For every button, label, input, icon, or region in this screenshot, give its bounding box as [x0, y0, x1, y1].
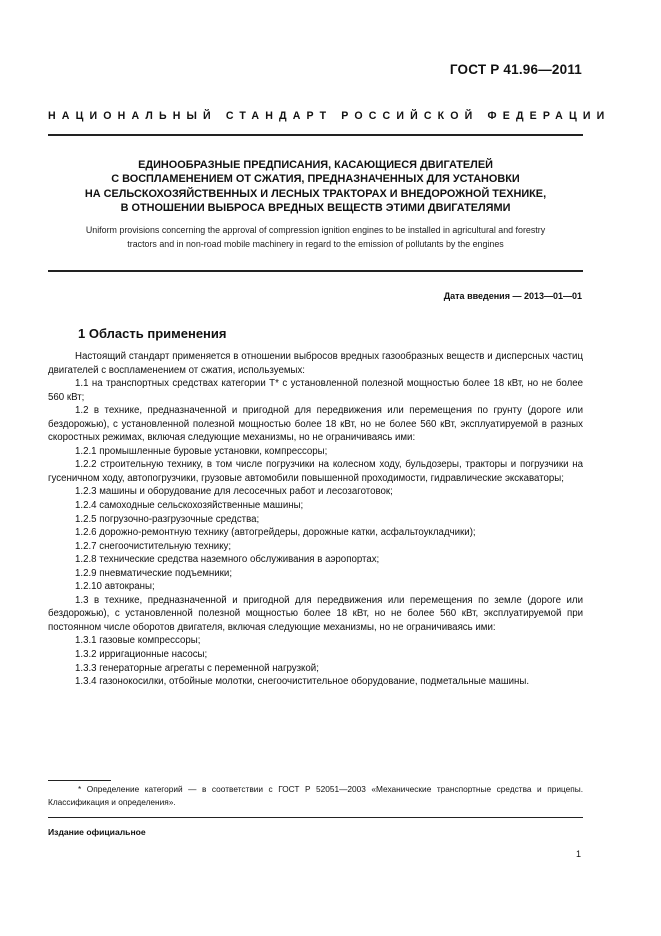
- edition-label: Издание официальное: [48, 827, 146, 837]
- english-title: [48, 224, 583, 251]
- paragraph: 1.2.6 дорожно-ремонтную технику (автогрейдеры, дорожные катки, асфальтоукладчики);: [75, 527, 476, 539]
- paragraph: Настоящий стандарт применяется в отношении выбросов вредных газообразных веществ и дисперсных частиц двигателей с воспламенением от сжатия, используемых:: [48, 351, 583, 376]
- paragraph: 1.3.4 газонокосилки, отбойные молотки, снегоочистительное оборудование, подметальные машины.: [75, 676, 530, 688]
- paragraph: 1.2.3 машины и оборудование для лесосечных работ и лесозаготовок;: [75, 486, 393, 498]
- footnote-divider: [48, 780, 111, 781]
- title-divider: [48, 270, 583, 272]
- paragraph: 1.2.1 промышленные буровые установки, компрессоры;: [75, 445, 328, 457]
- title-line: ЕДИНООБРАЗНЫЕ ПРЕДПИСАНИЯ, КАСАЮЩИЕСЯ ДВИГАТЕЛЕЙ: [138, 159, 493, 171]
- introduction-date: Дата введения — 2013—01—01: [443, 291, 582, 301]
- english-title-line: tractors and in non-road mobile machinery in regard to the emission of pollutants by the engines: [127, 238, 504, 249]
- paragraph: 1.2.10 автокраны;: [75, 581, 155, 593]
- paragraph: 1.2.9 пневматические подъемники;: [75, 567, 233, 579]
- paragraph: 1.2.8 технические средства наземного обслуживания в аэропортах;: [75, 554, 380, 566]
- paragraph: 1.3.3 генераторные агрегаты с переменной нагрузкой;: [75, 662, 319, 674]
- english-title-line: Uniform provisions concerning the approval of compression ignition engines to be installed in agricultural and forestry: [85, 225, 546, 235]
- title-line: В ОТНОШЕНИИ ВЫБРОСА ВРЕДНЫХ ВЕЩЕСТВ ЭТИМИ ДВИГАТЕЛЯМИ: [120, 202, 511, 215]
- page-number: 1: [575, 849, 581, 859]
- paragraph: 1.2.5 погрузочно-разгрузочные средства;: [75, 513, 260, 525]
- paragraph: 1.2.4 самоходные сельскохозяйственные машины;: [75, 500, 304, 512]
- paragraph: 1.2 в технике, предназначенной и пригодной для передвижения или перемещения по грунту (дороге или бездорожью), с установленной полезной мощностью более 18 кВт, но не более 560 кВт, эксплуатируемой в разных скоростных режимах, включая следующие механизмы, но не ограничиваясь ими:: [48, 405, 583, 444]
- gost-number: ГОСТ Р 41.96—2011: [449, 62, 582, 77]
- footnote: [48, 783, 583, 808]
- paragraph: 1.3 в технике, предназначенной и пригодной для передвижения или перемещения по земле (дороге или бездорожью), с установленной полезной мощностью более 18 кВт, но не более 560 кВт, эксплуатируемой при постоянном числе оборотов двигателя, включая следующие механизмы, но не ограничиваясь ими:: [48, 594, 583, 633]
- paragraph: 1.1 на транспортных средствах категории T* с установленной полезной мощностью более 18 кВт, но не более 560 кВт;: [48, 378, 583, 403]
- standard-type-heading: НАЦИОНАЛЬНЫЙ СТАНДАРТ РОССИЙСКОЙ ФЕДЕРАЦИИ: [48, 110, 611, 122]
- paragraph: 1.3.2 ирригационные насосы;: [75, 649, 208, 661]
- title-line: С ВОСПЛАМЕНЕНИЕМ ОТ СЖАТИЯ, ПРЕДНАЗНАЧЕННЫХ ДЛЯ УСТАНОВКИ: [111, 173, 520, 186]
- section-heading: 1 Область применения: [78, 326, 227, 341]
- paragraph: 1.2.2 строительную технику, в том числе погрузчики на колесном ходу, бульдозеры, тракторы и погрузчики на гусеничном ходу, автопогрузчики, грузовые автомобили повышенной проходимости, гидравлические экскаваторы;: [48, 459, 583, 484]
- footnote-text: * Определение категорий — в соответствии с ГОСТ Р 52051—2003 «Механические транспортные средства и прицепы. Классификация и определения».: [48, 784, 583, 807]
- paragraph: 1.2.7 снегоочистительную технику;: [75, 540, 232, 552]
- section-body: [48, 350, 583, 689]
- footer-divider: [48, 817, 583, 818]
- header-divider: [48, 134, 583, 136]
- paragraph: 1.3.1 газовые компрессоры;: [75, 635, 201, 647]
- document-title: [48, 158, 583, 216]
- title-line: НА СЕЛЬСКОХОЗЯЙСТВЕННЫХ И ЛЕСНЫХ ТРАКТОРАХ И ВНЕДОРОЖНОЙ ТЕХНИКЕ,: [84, 187, 547, 200]
